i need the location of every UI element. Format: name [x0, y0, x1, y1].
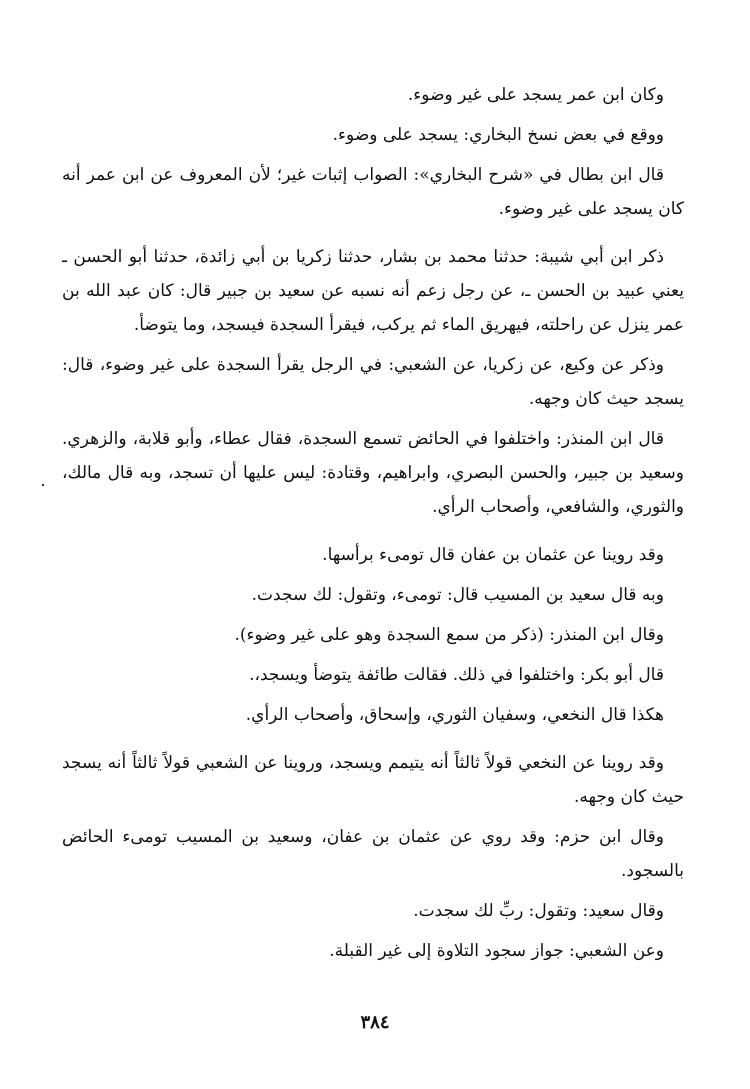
paragraph-15: وعن الشعبي: جواز سجود التلاوة إلى غير القبلة.: [329, 941, 664, 961]
paragraph-11: هكذا قال النخعي، وسفيان الثوري، وإسحاق، وأصحاب الرأي.: [245, 705, 664, 725]
paragraph-10: قال أبو بكر: واختلفوا في ذلك. فقالت طائفة يتوضأ ويسجد،.: [249, 665, 664, 685]
paragraph-12: وقد روينا عن النخعي قولاً ثالثاً أنه يتيمم ويسجد، وروينا عن الشعبي قولاً ثالثاً أنه يسجد حيث كان وجهه.: [62, 753, 684, 807]
paragraph-2: ووقع في بعض نسخ البخاري: يسجد على وضوء.: [332, 125, 664, 145]
page-body: [62, 78, 684, 968]
margin-dot: [42, 484, 44, 486]
paragraph-7: وقد روينا عن عثمان بن عفان قال تومىء برأسها.: [322, 545, 664, 565]
paragraph-8: وبه قال سعيد بن المسيب قال: تومىء، وتقول: لك سجدت.: [251, 585, 664, 605]
paragraph-14: وقال سعيد: وتقول: ربِّ لك سجدت.: [413, 901, 664, 921]
paragraph-6: قال ابن المنذر: واختلفوا في الحائض تسمع السجدة، فقال عطاء، وأبو قلابة، والزهري. وسعيد بن جبير، والحسن البصري، وابراهيم، وقتادة: ليس عليها أن تسجد، وبه قال مالك، والثوري، والشافعي، وأصحاب الرأي.: [62, 429, 684, 517]
paragraph-4: ذكر ابن أبي شيبة: حدثنا محمد بن بشار، حدثنا زكريا بن أبي زائدة، حدثنا أبو الحسن ـ يعني عبيد بن الحسن ـ، عن رجل زعم أنه نسبه عن سعيد بن جبير قال: كان عبد الله بن عمر ينزل عن راحلته، فيهريق الماء ثم يركب، فيقرأ السجدة فيسجد، وما يتوضأ.: [62, 247, 684, 335]
paragraph-5: وذكر عن وكيع، عن زكريا، عن الشعبي: في الرجل يقرأ السجدة على غير وضوء، قال: يسجد حيث كان وجهه.: [62, 355, 684, 409]
page-number: ٣٨٤: [360, 1012, 390, 1033]
paragraph-9: وقال ابن المنذر: (ذكر من سمع السجدة وهو على غير وضوء).: [234, 625, 664, 645]
paragraph-3: قال ابن بطال في «شرح البخاري»: الصواب إثبات غير؛ لأن المعروف عن ابن عمر أنه كان يسجد على غير وضوء.: [62, 165, 684, 219]
paragraph-13: وقال ابن حزم: وقد روي عن عثمان بن عفان، وسعيد بن المسيب تومىء الحائض بالسجود.: [62, 827, 684, 881]
paragraph-1: وكان ابن عمر يسجد على غير وضوء.: [407, 85, 664, 105]
